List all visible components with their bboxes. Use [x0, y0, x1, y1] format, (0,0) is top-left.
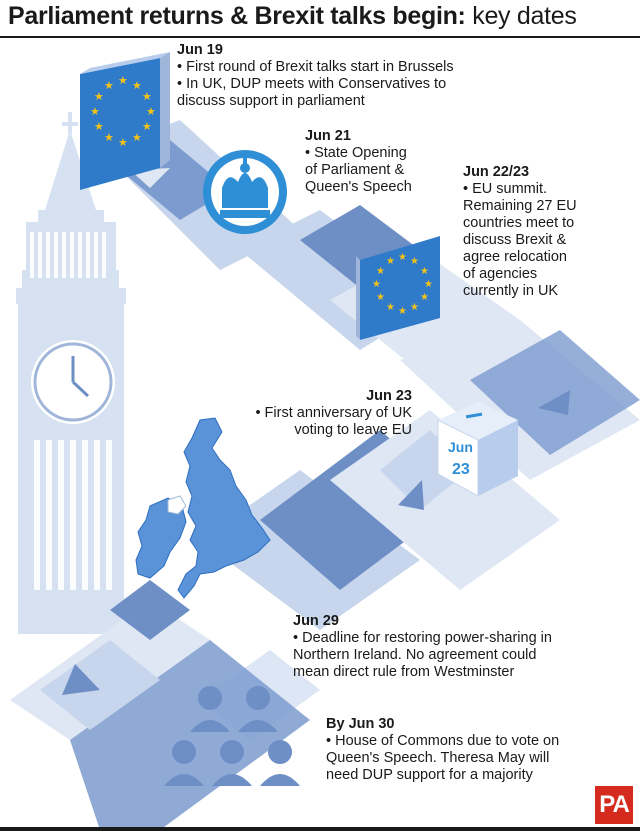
- event-date: Jun 21: [305, 128, 351, 144]
- svg-text:★: ★: [398, 306, 407, 317]
- event-jun19: [177, 42, 454, 110]
- svg-text:★: ★: [142, 120, 152, 133]
- svg-text:★: ★: [420, 266, 429, 277]
- svg-text:★: ★: [376, 266, 385, 277]
- event-line: • EU summit.: [463, 181, 548, 197]
- svg-text:★: ★: [424, 279, 433, 290]
- event-line: Remaining 27 EU: [463, 198, 577, 214]
- svg-text:★: ★: [132, 79, 142, 92]
- title-main: Parliament returns & Brexit talks begin:: [8, 2, 466, 30]
- event-line: discuss support in parliament: [177, 93, 365, 109]
- svg-text:★: ★: [410, 256, 419, 267]
- event-date: Jun 22/23: [463, 164, 530, 180]
- svg-text:★: ★: [104, 79, 114, 92]
- event-line: • House of Commons due to vote on: [326, 733, 560, 749]
- svg-text:★: ★: [386, 302, 395, 313]
- page-title: [8, 2, 577, 31]
- svg-text:★: ★: [90, 105, 100, 118]
- event-line: mean direct rule from Westminster: [293, 664, 515, 680]
- svg-text:★: ★: [410, 302, 419, 313]
- event-jun21: [305, 128, 412, 196]
- event-date: By Jun 30: [326, 716, 395, 732]
- event-line: voting to leave EU: [294, 422, 412, 438]
- svg-text:★: ★: [398, 252, 407, 263]
- svg-text:★: ★: [94, 120, 104, 133]
- pa-logo: PA: [595, 786, 633, 824]
- event-line: • Deadline for restoring power-sharing in: [293, 630, 552, 646]
- svg-text:★: ★: [132, 131, 142, 144]
- svg-text:★: ★: [118, 136, 128, 149]
- event-line: currently in UK: [463, 283, 559, 299]
- crown-icon: [203, 150, 287, 234]
- ballot-box-month: Jun: [448, 439, 473, 455]
- svg-text:★: ★: [94, 90, 104, 103]
- event-line: of Parliament &: [305, 162, 405, 178]
- svg-text:★: ★: [142, 90, 152, 103]
- svg-text:★: ★: [118, 74, 128, 87]
- event-date: Jun 29: [293, 613, 339, 629]
- event-jun23: [240, 388, 412, 439]
- event-line: • First anniversary of UK: [255, 405, 412, 421]
- event-date: Jun 19: [177, 42, 223, 58]
- event-line: Northern Ireland. No agreement could: [293, 647, 537, 663]
- event-line: agree relocation: [463, 249, 567, 265]
- event-line: • State Opening: [305, 145, 407, 161]
- event-line: Queen's Speech. Theresa May will: [326, 750, 550, 766]
- event-jun29: [293, 613, 552, 681]
- svg-text:★: ★: [376, 292, 385, 303]
- event-line: Queen's Speech: [305, 179, 412, 195]
- event-line: of agencies: [463, 266, 538, 282]
- svg-text:★: ★: [386, 256, 395, 267]
- event-line: need DUP support for a majority: [326, 767, 533, 783]
- svg-text:★: ★: [372, 279, 381, 290]
- svg-text:★: ★: [104, 131, 114, 144]
- big-ben-icon: [16, 112, 126, 634]
- title-sub: key dates: [472, 2, 577, 30]
- event-date: Jun 23: [366, 388, 412, 404]
- svg-text:★: ★: [146, 105, 156, 118]
- event-line: • In UK, DUP meets with Conservatives to: [177, 76, 447, 92]
- ballot-box-day: 23: [452, 461, 470, 478]
- event-line: • First round of Brexit talks start in Brussels: [177, 59, 454, 75]
- svg-text:★: ★: [420, 292, 429, 303]
- event-jun2223: [463, 164, 577, 300]
- event-jun30: [326, 716, 559, 784]
- event-line: discuss Brexit &: [463, 232, 567, 248]
- bottom-divider: [0, 827, 640, 831]
- event-line: countries meet to: [463, 215, 575, 231]
